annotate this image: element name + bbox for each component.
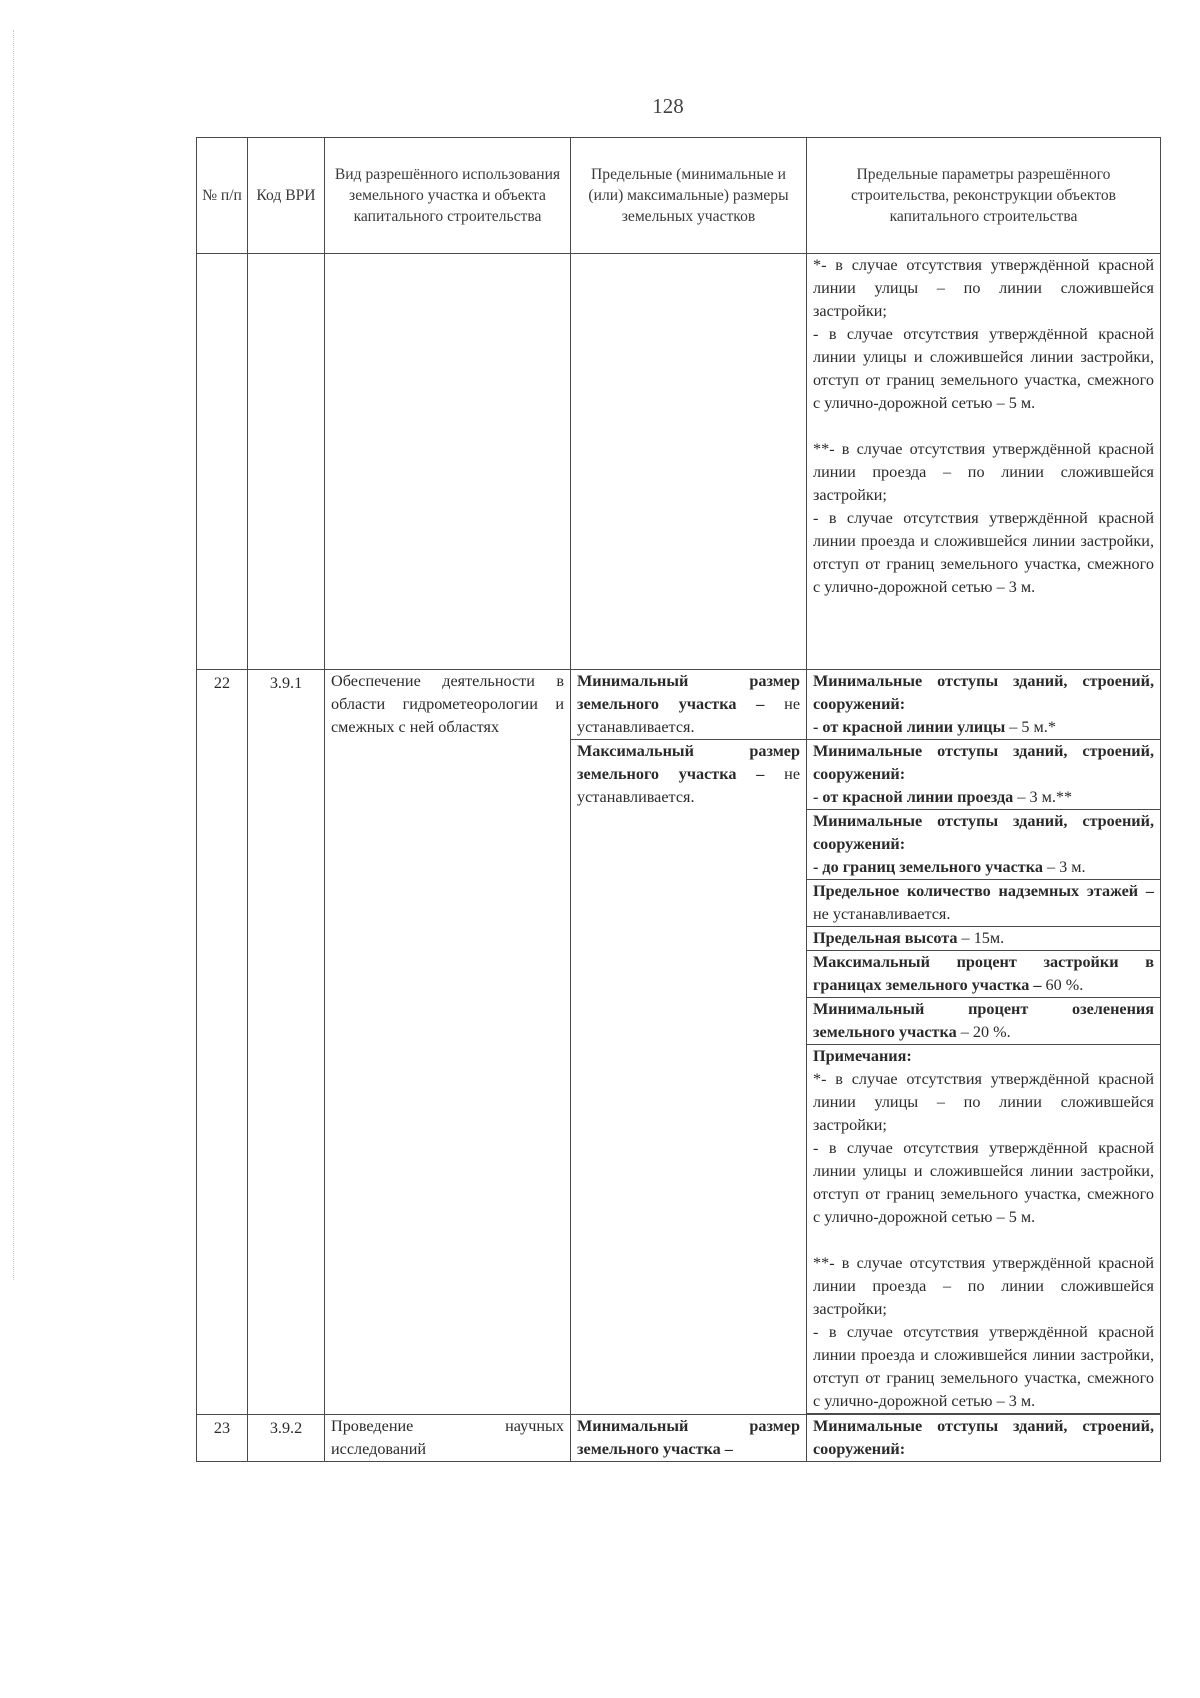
row22-max-size-value: не устанавливается. [577, 765, 801, 806]
row22-max-size [571, 740, 807, 1415]
row22-greening: Минимальный процент озеленения земельного участка – 20 %. [807, 998, 1161, 1045]
row22-setback-boundary: Минимальные отступы зданий, строений, сооружений: - до границ земельного участка – 3 м. [807, 810, 1161, 880]
row22-setback-street: Минимальные отступы зданий, строений, сооружений: - от красной линии улицы – 5 м.* [807, 670, 1161, 740]
row22-setback-driveway: Минимальные отступы зданий, строений, сооружений: - от красной линии проезда – 3 м.** [807, 740, 1161, 810]
table-header-row [197, 138, 1161, 254]
row23-code: 3.9.2 [248, 1415, 325, 1462]
row23-min-size: Минимальный размер земельного участка – [571, 1415, 807, 1462]
page-number: 128 [652, 94, 684, 118]
row23-setback: Минимальные отступы зданий, строений, сооружений: [807, 1415, 1161, 1462]
header-num: № п/п [197, 138, 248, 254]
row22-notes: Примечания: *- в случае отсутствия утверждённой красной линии улицы – по линии сложившейся застройки; - в случае отсутствия утверждённой красной линии улицы и сложившейся линии застройки, отступ от границ земельного участка, смежного с улично-дорожной сетью – 5 м. **- в случае отсутствия утверждённой красной линии проезда – по линии сложившейся застройки; - в случае отсутствия утверждённой красной линии проезда и сложившейся линии застройки, отступ от границ земельного участка, смежного с улично-дорожной сетью – 3 м. [807, 1045, 1161, 1414]
header-kind: Вид разрешённого использования земельного участка и объекта капитального строительства [325, 138, 571, 254]
row22-min-size-label: Минимальный размер земельного участка – [577, 672, 800, 713]
note-street-setback: - в случае отсутствия утверждённой красной линии улицы и сложившейся линии застройки, отступ от границ земельного участка, смежного с улично-дорожной сетью – 5 м. [813, 325, 1154, 412]
note-driveway-line: **- в случае отсутствия утверждённой красной линии проезда – по линии сложившейся застройки; [813, 440, 1154, 504]
row23-kind: Проведение научных исследований [325, 1415, 571, 1462]
note-street-line: *- в случае отсутствия утверждённой красной линии улицы – по линии сложившейся застройки; [813, 256, 1154, 320]
row22-notes-title: Примечания: [813, 1047, 912, 1065]
row22-floors: Предельное количество надземных этажей – не устанавливается. [807, 880, 1161, 927]
header-code: Код ВРИ [248, 138, 325, 254]
table-row-continuation [197, 254, 1161, 670]
row22-code: 3.9.1 [248, 670, 325, 1415]
row22-coverage: Максимальный процент застройки в границах земельного участка – 60 %. [807, 951, 1161, 998]
continuation-notes-cell [807, 254, 1161, 670]
row22-kind: Обеспечение деятельности в области гидрометеорологии и смежных с ней областях [325, 670, 571, 1415]
scan-edge-mark [13, 30, 15, 1280]
regulations-table [196, 137, 1161, 1462]
row22-num: 22 [197, 670, 248, 1415]
row22-max-size-label: Максимальный размер земельного участка – [577, 742, 800, 783]
row23-num: 23 [197, 1415, 248, 1462]
table-row-23 [197, 1415, 1161, 1462]
row22-min-size [571, 670, 807, 740]
note-driveway-setback: - в случае отсутствия утверждённой красной линии проезда и сложившейся линии застройки, отступ от границ земельного участка, смежного с улично-дорожной сетью – 3 м. [813, 509, 1154, 596]
row22-min-size-value: не устанавливается. [577, 695, 801, 736]
table-row-22 [197, 670, 1161, 740]
row22-height: Предельная высота – 15м. [807, 927, 1161, 951]
header-params: Предельные параметры разрешённого строительства, реконструкции объектов капитального строительства [807, 138, 1161, 254]
header-sizes: Предельные (минимальные и (или) максимальные) размеры земельных участков [571, 138, 807, 254]
